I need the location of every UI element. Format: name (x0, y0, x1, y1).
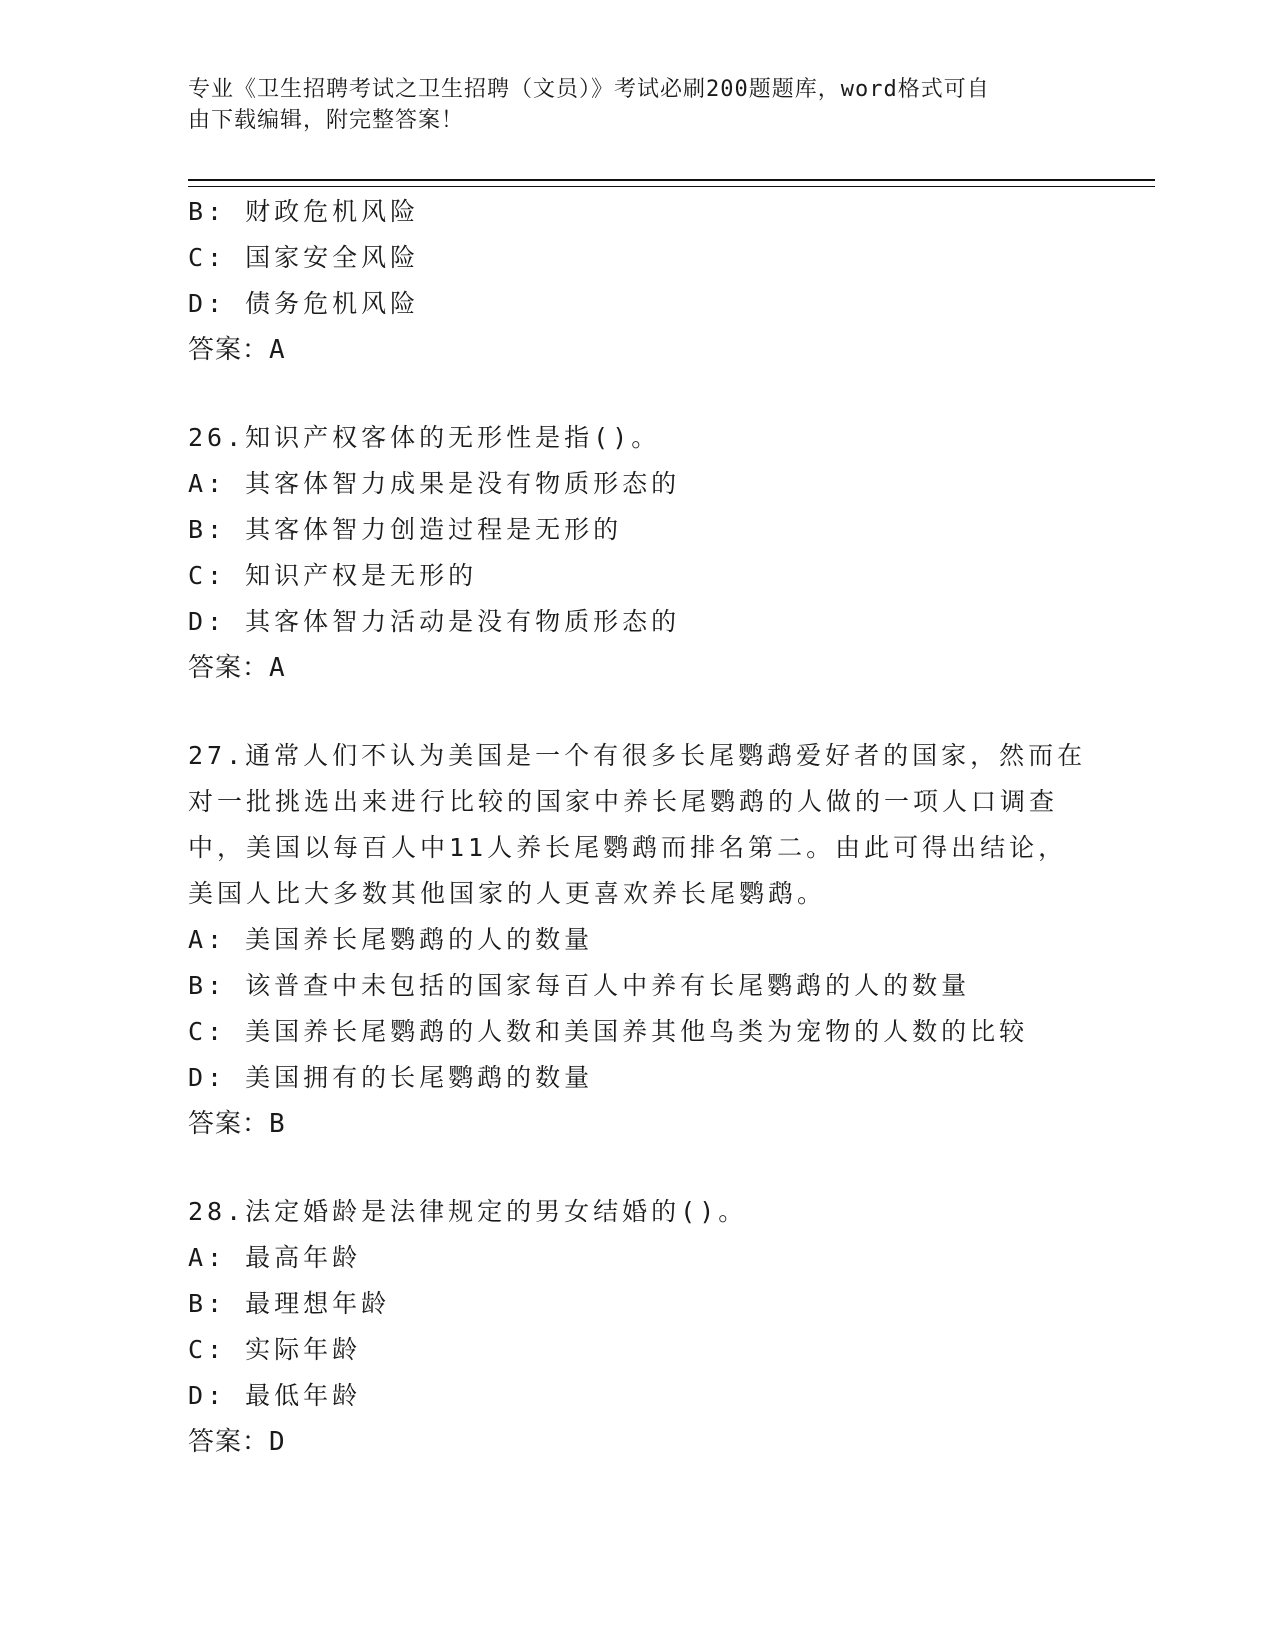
option-a: A: 其客体智力成果是没有物质形态的 (188, 469, 681, 498)
question-stem: 26.知识产权客体的无形性是指()。 (188, 423, 661, 452)
answer-label: 答案：A (188, 653, 286, 683)
answer-label: 答案：A (188, 335, 286, 365)
option-c: C: 实际年龄 (188, 1335, 362, 1364)
question-stem-line: 中，美国以每百人中11人养长尾鹦鹉而排名第二。由此可得出结论， (188, 833, 1068, 862)
option-d: D: 最低年龄 (188, 1381, 362, 1410)
option-b: B: 其客体智力创造过程是无形的 (188, 515, 623, 544)
option-b: B: 最理想年龄 (188, 1289, 391, 1318)
question-stem-line: 美国人比大多数其他国家的人更喜欢养长尾鹦鹉。 (188, 879, 827, 908)
header-title-line1: 专业《卫生招聘考试之卫生招聘（文员）》考试必刷200题题库，word格式可自 (188, 77, 990, 102)
document-header (188, 74, 1068, 136)
question-stem-line: 对一批挑选出来进行比较的国家中养长尾鹦鹉的人做的一项人口调查 (188, 787, 1059, 816)
option-b: B: 该普查中未包括的国家每百人中养有长尾鹦鹉的人的数量 (188, 971, 971, 1000)
option-c: C: 知识产权是无形的 (188, 561, 478, 590)
answer-label: 答案：D (188, 1427, 286, 1457)
option-b: B: 财政危机风险 (188, 197, 420, 226)
question-list (188, 189, 1088, 1465)
question-stem (188, 733, 1088, 917)
option-c: C: 美国养长尾鹦鹉的人数和美国养其他鸟类为宠物的人数的比较 (188, 1017, 1029, 1046)
option-a: A: 最高年龄 (188, 1243, 362, 1272)
header-divider (188, 179, 1155, 187)
question-stem: 28.法定婚龄是法律规定的男女结婚的()。 (188, 1197, 748, 1226)
answer-label: 答案：B (188, 1109, 286, 1139)
option-c: C: 国家安全风险 (188, 243, 420, 272)
option-d: D: 美国拥有的长尾鹦鹉的数量 (188, 1063, 594, 1092)
question-27 (188, 733, 1088, 1147)
question-stem-line: 27.通常人们不认为美国是一个有很多长尾鹦鹉爱好者的国家，然而在 (188, 741, 1087, 770)
option-d: D: 其客体智力活动是没有物质形态的 (188, 607, 681, 636)
option-a: A: 美国养长尾鹦鹉的人的数量 (188, 925, 594, 954)
option-d: D: 债务危机风险 (188, 289, 420, 318)
question-28 (188, 1189, 1088, 1465)
header-title-line2: 由下载编辑，附完整答案！ (188, 108, 465, 133)
question-26 (188, 415, 1088, 691)
question-25-tail (188, 189, 1088, 373)
